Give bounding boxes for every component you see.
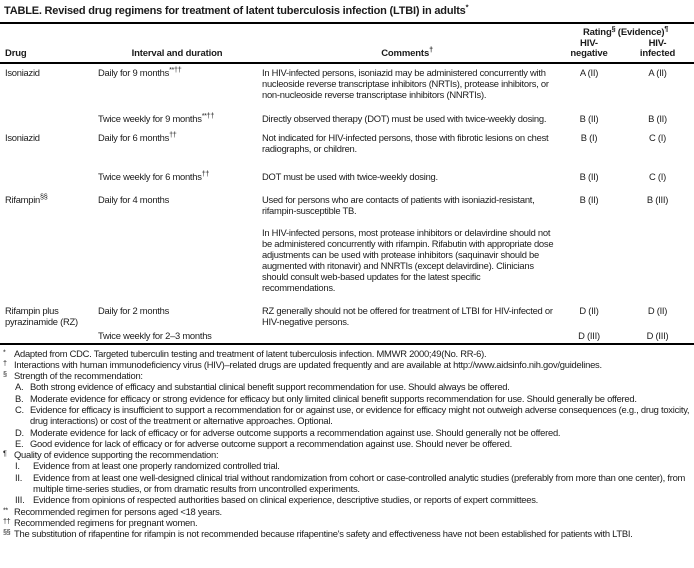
title-footnote-marker: * xyxy=(465,2,469,12)
footnote-marker: ** xyxy=(3,505,8,515)
rating-label: Rating xyxy=(582,27,612,38)
strength-subitems xyxy=(15,381,692,449)
strength-item-d: D. Moderate evidence for lack of efficacy or for adverse outcome supports a recommendation against use. Should generally not be offered. xyxy=(15,426,561,438)
column-header-interval: Interval and duration xyxy=(97,39,257,63)
header-columns-row xyxy=(0,39,694,63)
footnote-text: Quality of evidence supporting the recommendation: xyxy=(14,449,219,461)
comments-cell xyxy=(257,328,557,344)
table-header xyxy=(0,23,694,63)
comments-cell: In HIV-infected persons, isoniazid may be administered concurrently with nucleoside reverse transcriptase inhibitors (NRTIs), protease inhibitors, or non-nucleoside reverse transcriptase inhibitors (NNRTIs). xyxy=(262,66,549,100)
title-text: TABLE. Revised drug regimens for treatment of latent tuberculosis infection (LTBI) in adults xyxy=(4,5,466,17)
footnote-rifapentine xyxy=(3,528,692,539)
comments-cell: Directly observed therapy (DOT) must be used with twice-weekly dosing. xyxy=(262,112,547,124)
column-header-comments: Comments† xyxy=(257,39,557,63)
table-row xyxy=(0,294,694,328)
evidence-label: (Evidence) xyxy=(615,27,665,38)
footnote-under-18 xyxy=(3,506,692,517)
rating-hiv-negative-cell: B (I) xyxy=(580,131,598,143)
strength-item-e: E. Good evidence for lack of efficacy or for adverse outcome support a recommendation against use. Should never be offered. xyxy=(15,437,512,449)
strength-item-c: C. Evidence for efficacy is insufficient to support a recommendation for or against use, or evidence for efficacy might not outweigh adverse consequences (e.g., drug toxicity, drug interactions) or cost of the treatment or alternative approaches. Optional. xyxy=(15,403,690,427)
regimens-table xyxy=(0,22,694,345)
footnote-text: Strength of the recommendation: xyxy=(14,370,143,382)
drug-cell xyxy=(0,328,97,344)
rating-evidence-header xyxy=(557,23,694,39)
table-row xyxy=(0,125,694,155)
footnotes-section xyxy=(0,345,694,540)
rating-hiv-infected-cell: C (I) xyxy=(649,170,666,182)
header-rating-row xyxy=(0,23,694,39)
rating-hiv-negative-cell: A (II) xyxy=(579,66,599,78)
table-row xyxy=(0,183,694,294)
footnote-marker: †† xyxy=(3,516,11,526)
footnote-strength-of-recommendation xyxy=(3,370,692,381)
footnote-text: The substitution of rifapentine for rifampin is not recommended because rifapentine's safety and effectiveness have not been established for patients with LTBI. xyxy=(14,528,633,540)
comments-cell: Used for persons who are contacts of patients with isoniazid-resistant, rifampin-susceptible TB. In HIV-infected persons, most protease inhibitors or delavirdine should not be administered concurrently with rifampin. Rifabutin with appropriate dose adjustments can be used with protease inhibitors (saquinavir should be augmented with ritonavir) and NNRTIs (except delavirdine). Clinicians should consult web-based updates for the latest specific recommendations. xyxy=(262,193,554,293)
rating-hiv-infected-cell: B (III) xyxy=(646,193,669,205)
table-row xyxy=(0,328,694,344)
rating-hiv-negative-cell: B (II) xyxy=(579,170,599,182)
interval-cell: Twice weekly for 6 months†† xyxy=(98,168,210,182)
table-row xyxy=(0,155,694,183)
rating-sup: § xyxy=(611,23,616,33)
drug-cell xyxy=(0,101,97,125)
footnote-text: Recommended regimens for pregnant women. xyxy=(14,516,198,528)
comments-cell: Not indicated for HIV-infected persons, those with fibrotic lesions on chest radiographs, or children. xyxy=(262,131,549,154)
rating-hiv-infected-cell: A (II) xyxy=(648,66,667,78)
footnote-pregnant-women xyxy=(3,517,692,528)
rating-hiv-negative-cell: D (II) xyxy=(579,304,599,316)
interval-cell: Daily for 6 months†† xyxy=(98,129,177,143)
footnote-text: Adapted from CDC. Targeted tuberculin testing and treatment of latent tuberculosis infection. MMWR 2000;49(No. RR-6). xyxy=(14,347,487,359)
rating-hiv-infected-cell: D (III) xyxy=(646,329,669,341)
interval-cell: Twice weekly for 2–3 months xyxy=(98,329,212,341)
interval-cell: Twice weekly for 9 months**†† xyxy=(98,110,215,124)
drug-cell: Rifampin§§ xyxy=(5,191,48,205)
page-title xyxy=(0,0,694,22)
comments-cell: RZ generally should not be offered for treatment of LTBI for HIV-infected or HIV-negative persons. xyxy=(262,304,553,327)
footnote-marker: † xyxy=(3,358,7,368)
quality-item-i: I. Evidence from at least one properly randomized controlled trial. xyxy=(15,460,280,472)
drug-cell: Isoniazid xyxy=(5,66,40,78)
table-row xyxy=(0,101,694,125)
rating-hiv-negative-cell: D (III) xyxy=(578,329,600,341)
interval-cell: Daily for 4 months xyxy=(98,193,170,205)
footnote-marker: * xyxy=(3,347,6,356)
drug-cell: Isoniazid xyxy=(5,131,40,143)
rating-hiv-infected-cell: D (II) xyxy=(647,304,668,316)
footnote-text: Interactions with human immunodeficiency virus (HIV)–related drugs are updated frequently and are available at http://www.aidsinfo.nih.gov/guidelines. xyxy=(14,358,602,370)
rating-hiv-negative-cell: B (II) xyxy=(579,112,599,124)
evidence-sup: ¶ xyxy=(664,23,669,33)
footnote-marker: ¶ xyxy=(3,448,7,458)
quality-item-iii: III. Evidence from opinions of respected authorities based on clinical experience, descriptive studies, or reports of expert committees. xyxy=(15,494,539,506)
comments-cell: DOT must be used with twice-weekly dosing. xyxy=(262,170,438,182)
footnote-hiv-interactions xyxy=(3,359,692,370)
column-header-drug: Drug xyxy=(0,39,97,63)
footnote-quality-of-evidence xyxy=(3,449,692,460)
rating-hiv-infected-cell: C (I) xyxy=(649,131,666,143)
footnote-marker: § xyxy=(3,369,7,379)
column-header-hiv-infected: HIV- infected xyxy=(621,39,694,63)
column-header-hiv-negative: HIV- negative xyxy=(557,39,621,63)
drug-cell: Rifampin plus pyrazinamide (RZ) xyxy=(5,304,78,327)
quality-subitems xyxy=(15,460,692,505)
drug-cell xyxy=(0,155,97,183)
interval-cell: Daily for 2 months xyxy=(98,304,170,316)
footnote-marker: §§ xyxy=(3,527,11,537)
strength-item-a: A. Both strong evidence of efficacy and substantial clinical benefit support recommendation for use. Should always be offered. xyxy=(15,381,510,393)
footnote-text: Recommended regimen for persons aged <18 years. xyxy=(14,505,222,517)
quality-item-ii: II. Evidence from at least one well-designed clinical trial without randomization from cohort or case-controlled analytic studies (preferably from more than one center), from multiple time-series studies, or from dramatic results from uncontrolled experiments. xyxy=(15,471,686,495)
table-row xyxy=(0,63,694,101)
strength-item-b: B. Moderate evidence for efficacy or strong evidence for efficacy but only limited clinical benefit supports recommendation for use. Should generally be offered. xyxy=(15,392,637,404)
rating-hiv-negative-cell: B (II) xyxy=(579,193,599,205)
footnote-adapted-from xyxy=(3,348,692,359)
interval-cell: Daily for 9 months**†† xyxy=(98,64,182,78)
rating-hiv-infected-cell: B (II) xyxy=(648,112,667,124)
